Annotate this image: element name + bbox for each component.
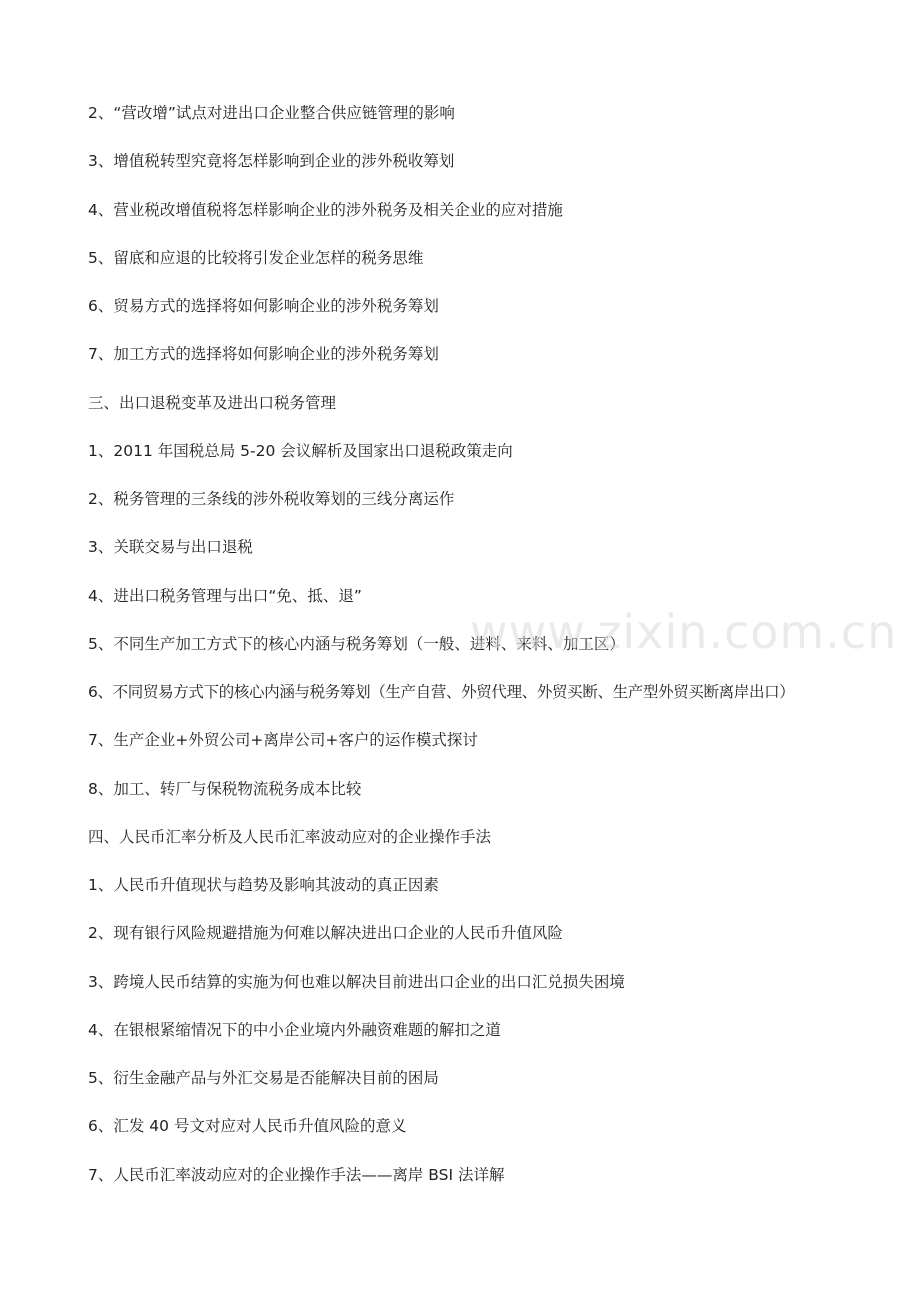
document-line: 4、在银根紧缩情况下的中小企业境内外融资难题的解扣之道 bbox=[88, 1021, 501, 1039]
watermark: www.zixin.com.cn bbox=[470, 605, 898, 659]
document-line: 8、加工、转厂与保税物流税务成本比较 bbox=[88, 780, 362, 798]
section-heading: 四、人民币汇率分析及人民币汇率波动应对的企业操作手法 bbox=[88, 828, 492, 846]
document-line: 7、生产企业+外贸公司+离岸公司+客户的运作模式探讨 bbox=[88, 731, 478, 749]
document-line: 2、税务管理的三条线的涉外税收筹划的三线分离运作 bbox=[88, 490, 455, 508]
document-line: 5、留底和应退的比较将引发企业怎样的税务思维 bbox=[88, 249, 424, 267]
document-line: 2、“营改增”试点对进出口企业整合供应链管理的影响 bbox=[88, 104, 455, 122]
document-line: 7、加工方式的选择将如何影响企业的涉外税务筹划 bbox=[88, 345, 439, 363]
document-line: 6、汇发 40 号文对应对人民币升值风险的意义 bbox=[88, 1117, 407, 1135]
document-line: 3、跨境人民币结算的实施为何也难以解决目前进出口企业的出口汇兑损失困境 bbox=[88, 973, 625, 991]
document-line: 4、进出口税务管理与出口“免、抵、退” bbox=[88, 587, 362, 605]
document-line: 3、关联交易与出口退税 bbox=[88, 538, 253, 556]
document-line: 5、不同生产加工方式下的核心内涵与税务筹划（一般、进料、来料、加工区） bbox=[88, 635, 625, 653]
section-heading: 三、出口退税变革及进出口税务管理 bbox=[88, 394, 337, 412]
document-line: 1、2011 年国税总局 5-20 会议解析及国家出口退税政策走向 bbox=[88, 442, 513, 460]
document-line: 6、贸易方式的选择将如何影响企业的涉外税务筹划 bbox=[88, 297, 439, 315]
document-line: 2、现有银行风险规避措施为何难以解决进出口企业的人民币升值风险 bbox=[88, 924, 563, 942]
document-line: 3、增值税转型究竟将怎样影响到企业的涉外税收筹划 bbox=[88, 152, 455, 170]
document-line: 4、营业税改增值税将怎样影响企业的涉外税务及相关企业的应对措施 bbox=[88, 201, 563, 219]
document-line: 5、衍生金融产品与外汇交易是否能解决目前的困局 bbox=[88, 1069, 439, 1087]
document-line: 6、不同贸易方式下的核心内涵与税务筹划（生产自营、外贸代理、外贸买断、生产型外贸买断离岸出口） bbox=[88, 683, 795, 701]
document-line: 7、人民币汇率波动应对的企业操作手法——离岸 BSI 法详解 bbox=[88, 1166, 505, 1184]
document-line: 1、人民币升值现状与趋势及影响其波动的真正因素 bbox=[88, 876, 439, 894]
